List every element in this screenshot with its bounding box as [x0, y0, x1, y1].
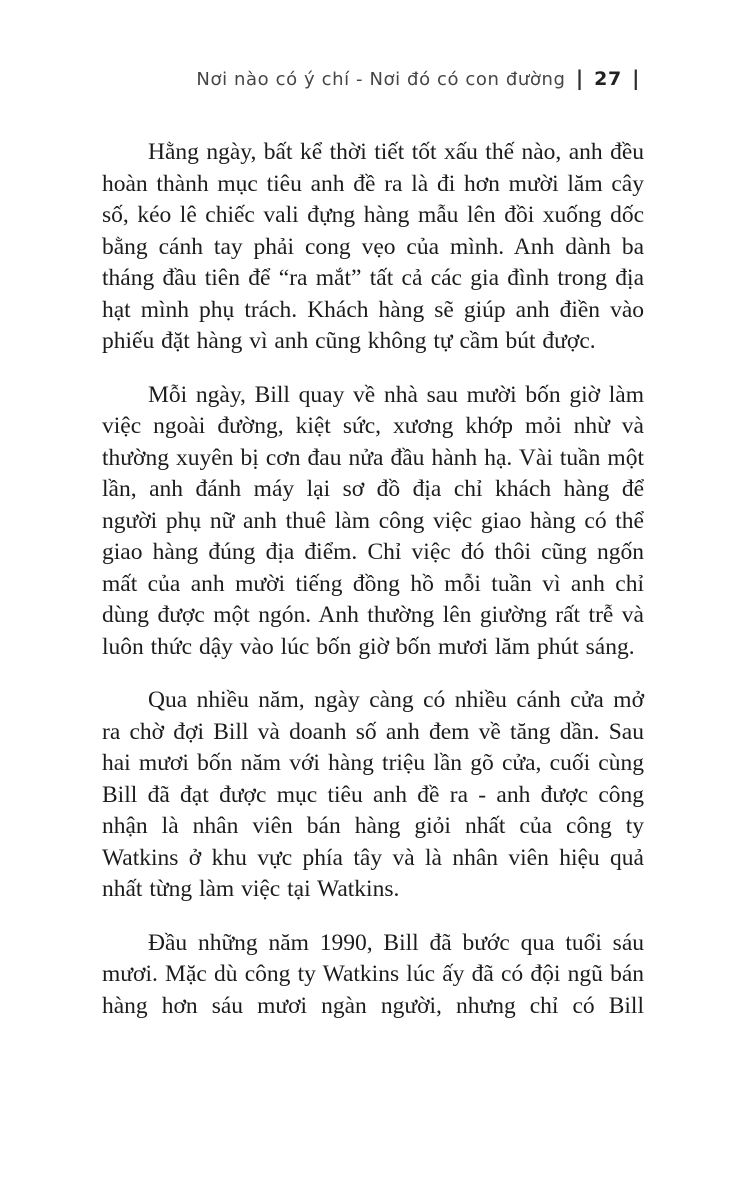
page-body [102, 137, 644, 1022]
paragraph: Hằng ngày, bất kể thời tiết tốt xấu thế nào, anh đều hoàn thành mục tiêu anh đề ra là đi hơn mười lăm cây số, kéo lê chiếc vali đựng hàng mẫu lên đồi xuống dốc bằng cánh tay phải cong vẹo của mình. Anh dành ba tháng đầu tiên để “ra mắt” tất cả các gia đình trong địa hạt mình phụ trách. Khách hàng sẽ giúp anh điền vào phiếu đặt hàng vì anh cũng không tự cầm bút được. [102, 139, 644, 354]
running-title: Nơi nào có ý chí - Nơi đó có con đường [196, 69, 566, 90]
running-header [196, 66, 644, 90]
page-number-left-bar: | [575, 66, 584, 90]
paragraph: Qua nhiều năm, ngày càng có nhiều cánh cửa mở ra chờ đợi Bill và doanh số anh đem về tăng dần. Sau hai mươi bốn năm với hàng triệu lần gõ cửa, cuối cùng Bill đã đạt được mục tiêu anh đề ra - anh được công nhận là nhân viên bán hàng giỏi nhất của công ty Watkins ở khu vực phía tây và là nhân viên hiệu quả nhất từng làm việc tại Watkins. [102, 687, 644, 902]
page-number-right-bar: | [632, 66, 640, 90]
page-number: 27 [594, 68, 622, 90]
paragraph: Đầu những năm 1990, Bill đã bước qua tuổi sáu mươi. Mặc dù công ty Watkins lúc ấy đã có đội ngũ bán hàng hơn sáu mươi ngàn người, nhưng chỉ có Bill [102, 929, 644, 1019]
paragraph: Mỗi ngày, Bill quay về nhà sau mười bốn giờ làm việc ngoài đường, kiệt sức, xương khớp mỏi nhừ và thường xuyên bị cơn đau nửa đầu hành hạ. Vài tuần một lần, anh đánh máy lại sơ đồ địa chỉ khách hàng để người phụ nữ anh thuê làm công việc giao hàng có thể giao hàng đúng địa điểm. Chỉ việc đó thôi cũng ngốn mất của anh mười tiếng đồng hồ mỗi tuần vì anh chỉ dùng được một ngón. Anh thường lên giường rất trễ và luôn thức dậy vào lúc bốn giờ bốn mươi lăm phút sáng. [102, 381, 644, 660]
